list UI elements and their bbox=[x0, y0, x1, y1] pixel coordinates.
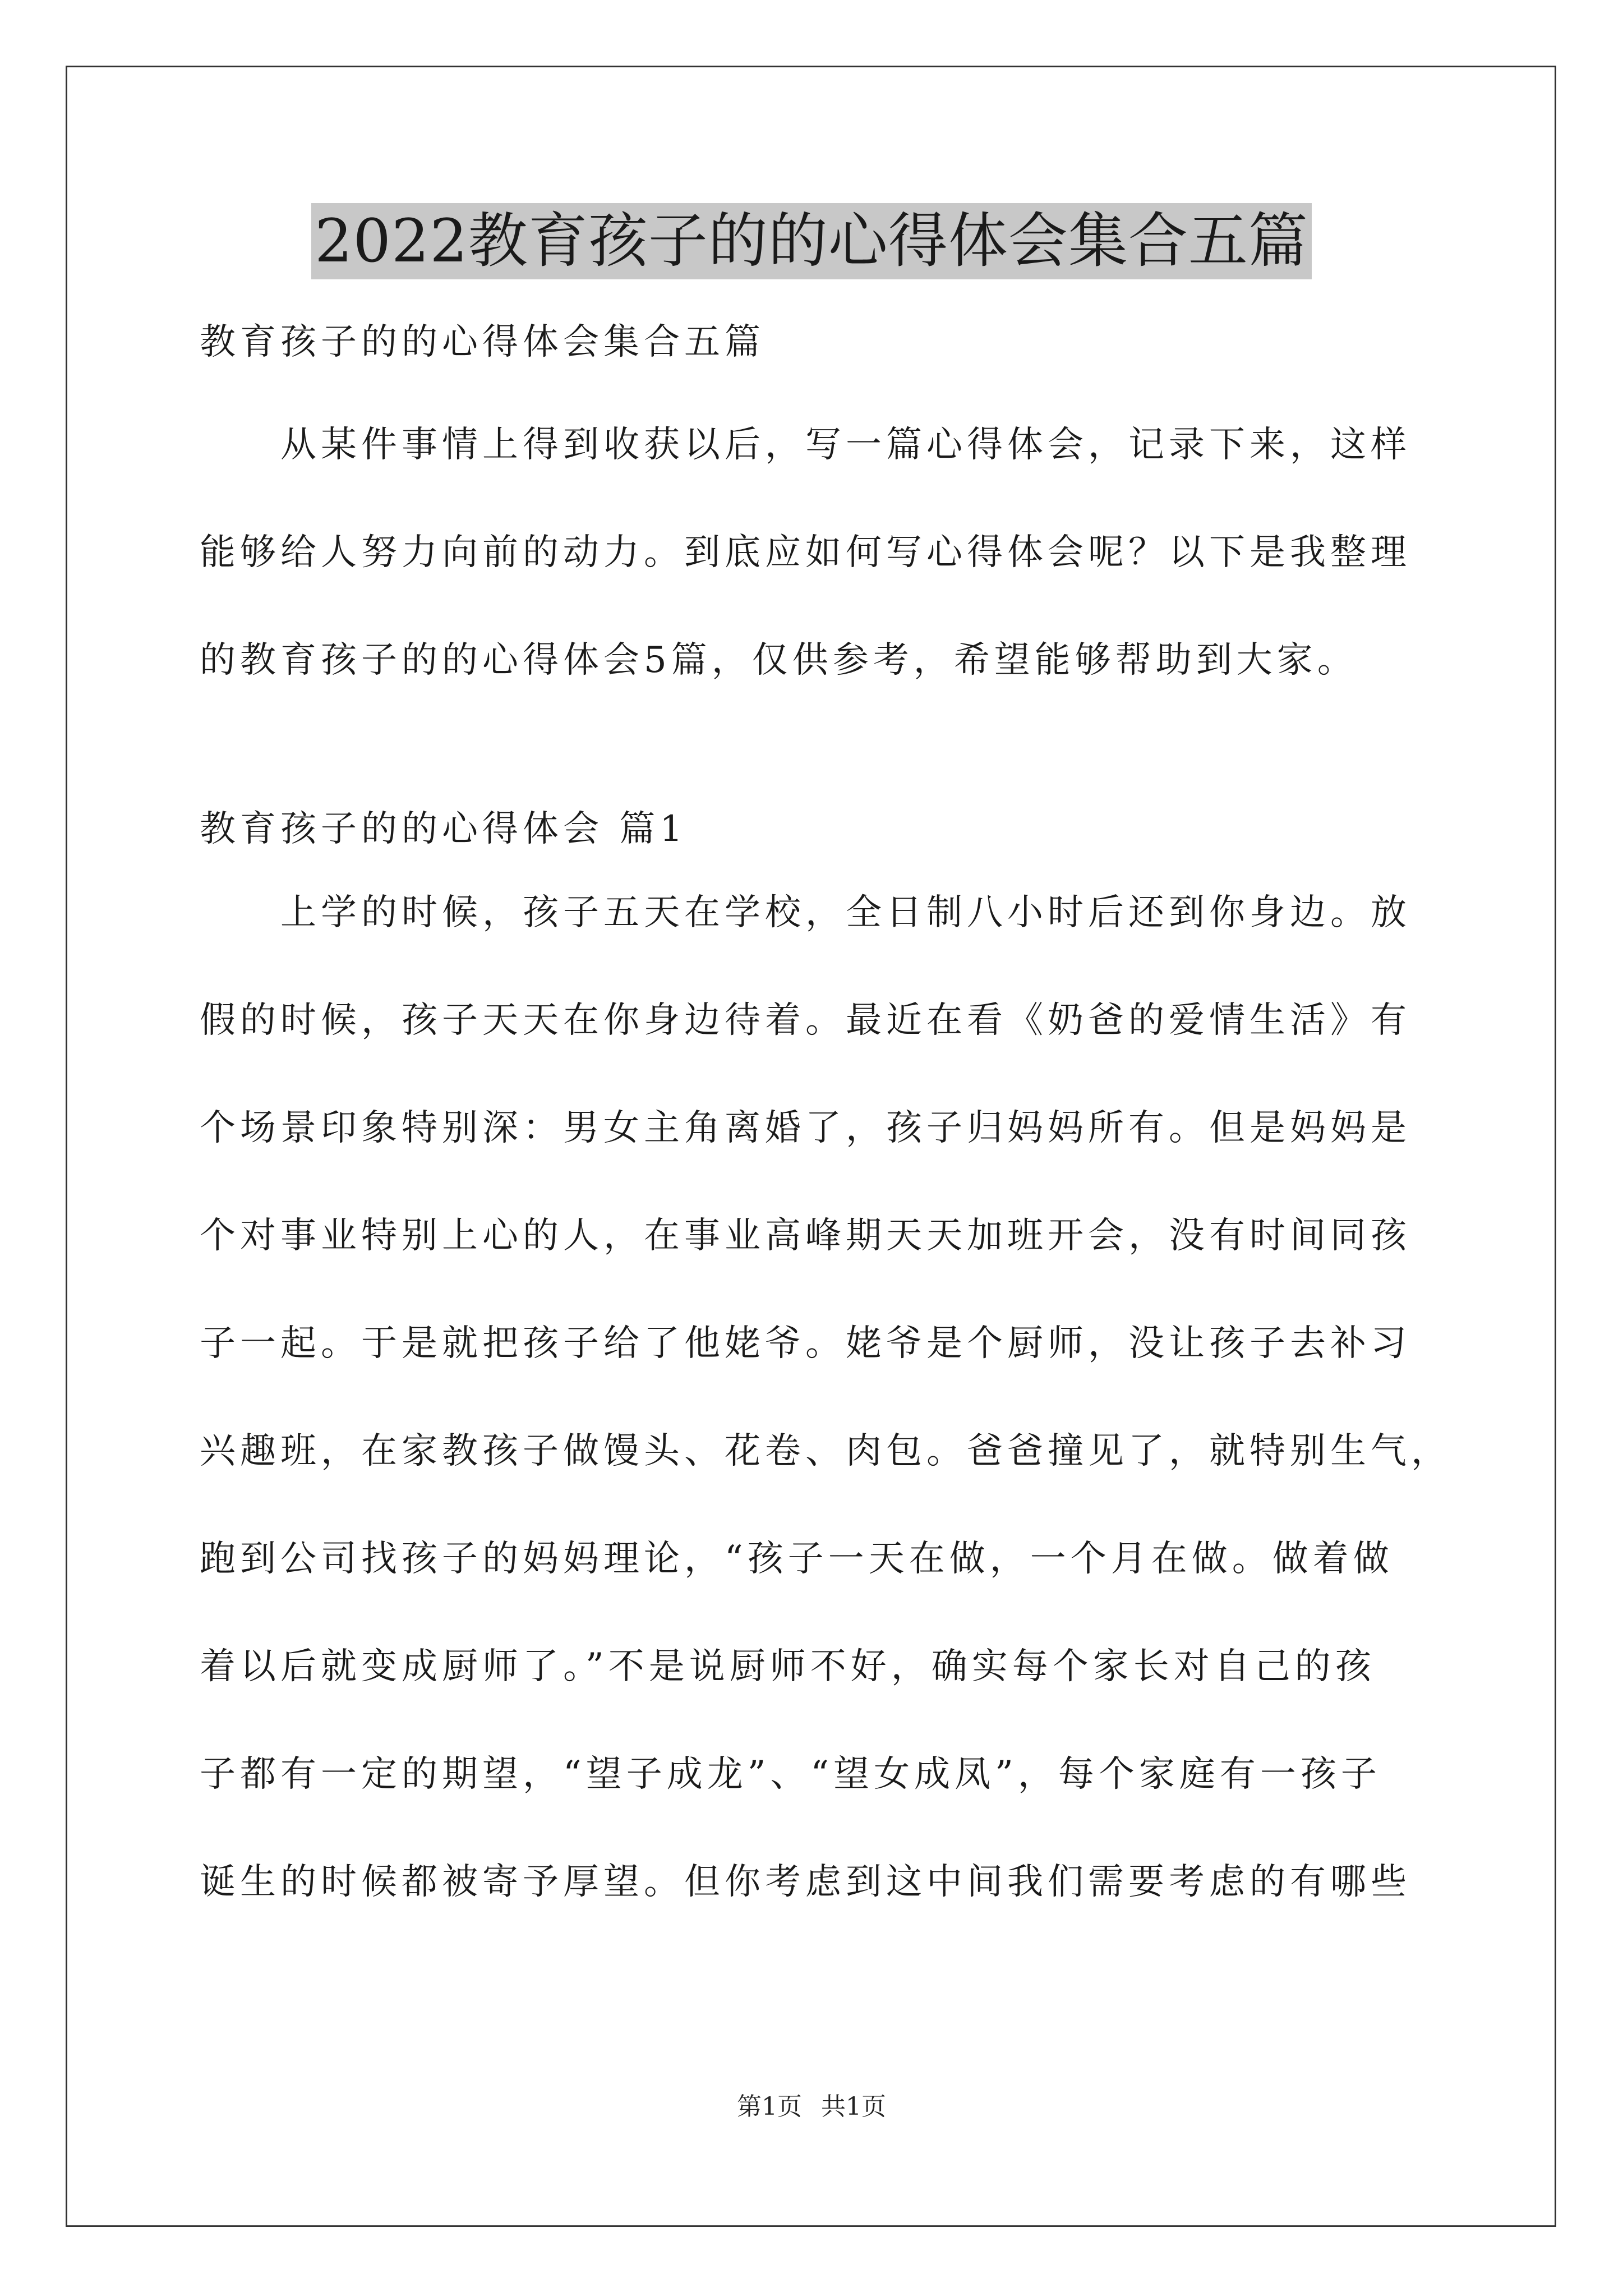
paragraph-line: 假的时候，孩子天天在你身边待着。最近在看《奶爸的爱情生活》有 bbox=[200, 1000, 1411, 1041]
page-total: 共1页 bbox=[821, 2092, 886, 2121]
paragraph-line: 跑到公司找孩子的妈妈理论，“孩子一天在做，一个月在做。做着做 bbox=[200, 1538, 1394, 1580]
paragraph-line: 子都有一定的期望，“望子成龙”、“望女成凤”，每个家庭有一孩子 bbox=[200, 1754, 1381, 1795]
section-heading: 教育孩子的的心得体会 篇1 bbox=[200, 808, 688, 850]
paragraph-line: 上学的时候，孩子五天在学校，全日制八小时后还到你身边。放 bbox=[280, 892, 1411, 933]
section-paragraph bbox=[200, 859, 1451, 1936]
document-subtitle: 教育孩子的的心得体会集合五篇 bbox=[200, 321, 765, 363]
paragraph-line: 子一起。于是就把孩子给了他姥爷。姥爷是个厨师，没让孩子去补习 bbox=[200, 1323, 1411, 1364]
paragraph-line: 个场景印象特别深：男女主角离婚了，孩子归妈妈所有。但是妈妈是 bbox=[200, 1107, 1411, 1149]
intro-paragraph bbox=[200, 391, 1433, 714]
paragraph-line: 兴趣班，在家教孩子做馒头、花卷、肉包。爸爸撞见了，就特别生气， bbox=[200, 1430, 1451, 1472]
paragraph-line: 诞生的时候都被寄予厚望。但你考虑到这中间我们需要考虑的有哪些 bbox=[200, 1861, 1411, 1903]
title-container bbox=[0, 203, 1623, 279]
paragraph-line: 从某件事情上得到收获以后，写一篇心得体会，记录下来，这样 bbox=[280, 424, 1411, 466]
paragraph-line: 个对事业特别上心的人，在事业高峰期天天加班开会，没有时间同孩 bbox=[200, 1215, 1411, 1257]
paragraph-line: 能够给人努力向前的动力。到底应如何写心得体会呢？以下是我整理 bbox=[200, 532, 1411, 573]
page-footer bbox=[0, 2090, 1623, 2124]
document-title: 2022教育孩子的的心得体会集合五篇 bbox=[311, 203, 1312, 279]
document-body bbox=[200, 311, 1451, 1936]
paragraph-line: 着以后就变成厨师了。”不是说厨师不好，确实每个家长对自己的孩 bbox=[200, 1646, 1376, 1687]
paragraph-line: 的教育孩子的的心得体会5篇，仅供参考，希望能够帮助到大家。 bbox=[200, 639, 1358, 681]
page-number: 第1页 bbox=[737, 2092, 802, 2121]
